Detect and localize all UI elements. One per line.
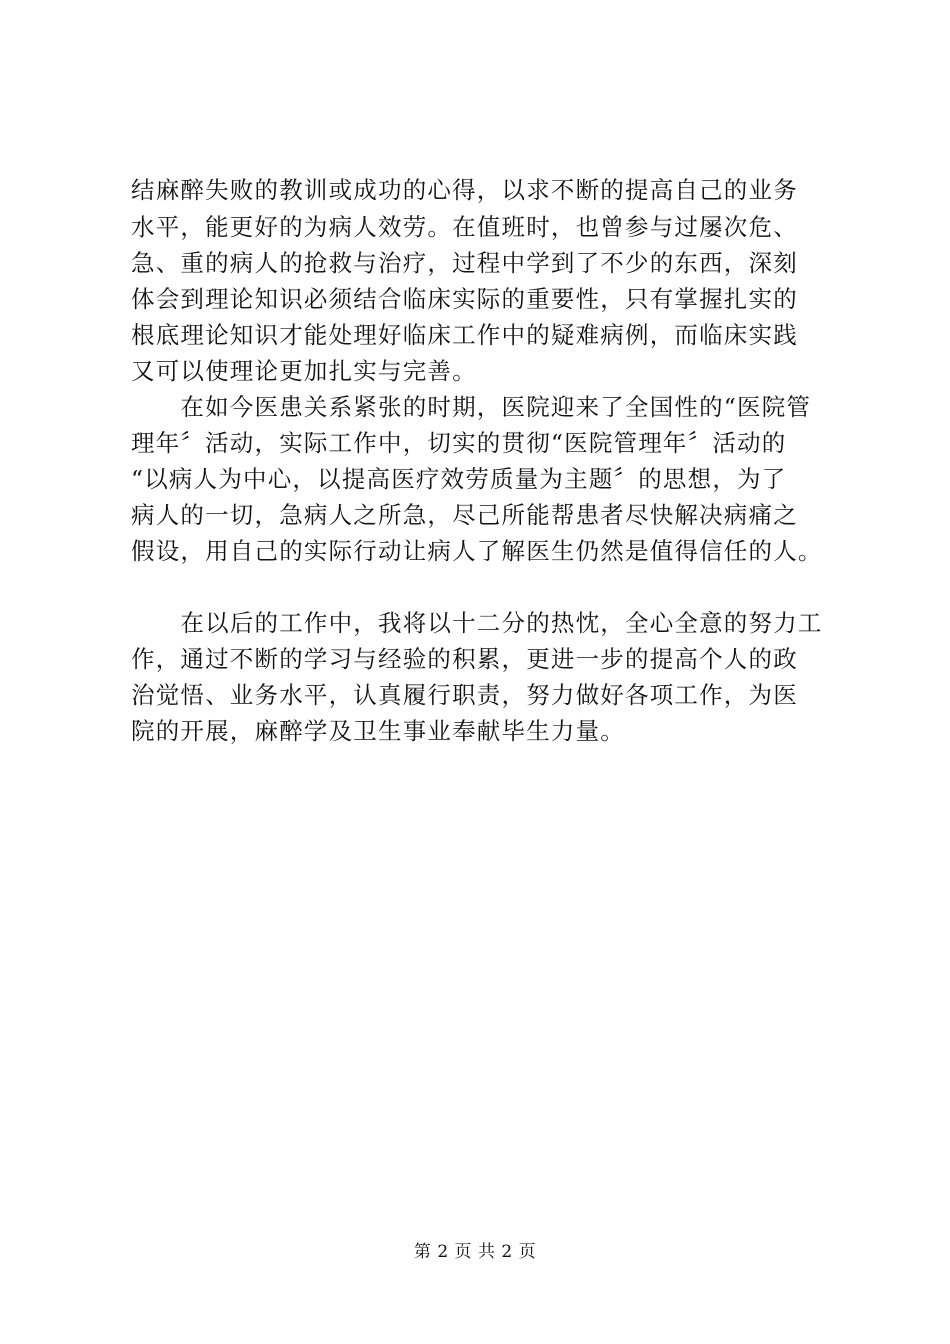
body-line: 水平，能更好的为病人效劳。在值班时，也曾参与过屡次危、 [131,213,798,241]
body-line: 理年〞活动，实际工作中，切实的贯彻“医院管理年〞活动的 [131,429,787,457]
body-line: 病人的一切，急病人之所急，尽己所能帮患者尽快解决病痛之 [131,501,798,529]
body-line: 假设，用自己的实际行动让病人了解医生仍然是值得信任的人。 [131,537,823,565]
body-line: 又可以使理论更加扎实与完善。 [131,357,477,385]
body-line: 体会到理论知识必须结合临床实际的重要性，只有掌握扎实的 [131,285,798,313]
body-line: “以病人为中心，以提高医疗效劳质量为主题〞的思想，为了 [131,465,787,493]
body-line: 在如今医患关系紧张的时期，医院迎来了全国性的“医院管 [131,393,812,421]
page-number-footer: 第 2 页 共 2 页 [413,1242,537,1262]
body-line: 根底理论知识才能处理好临床工作中的疑难病例，而临床实践 [131,321,798,349]
body-line: 急、重的病人的抢救与治疗，过程中学到了不少的东西，深刻 [131,249,798,277]
body-line: 院的开展，麻醉学及卫生事业奉献毕生力量。 [131,717,625,745]
body-line: 作，通过不断的学习与经验的积累，更进一步的提高个人的政 [131,645,798,673]
body-line: 在以后的工作中，我将以十二分的热忱，全心全意的努力工 [131,609,823,637]
body-line: 结麻醉失败的教训或成功的心得，以求不断的提高自己的业务 [131,176,798,204]
body-line: 治觉悟、业务水平，认真履行职责，努力做好各项工作，为医 [131,681,798,709]
